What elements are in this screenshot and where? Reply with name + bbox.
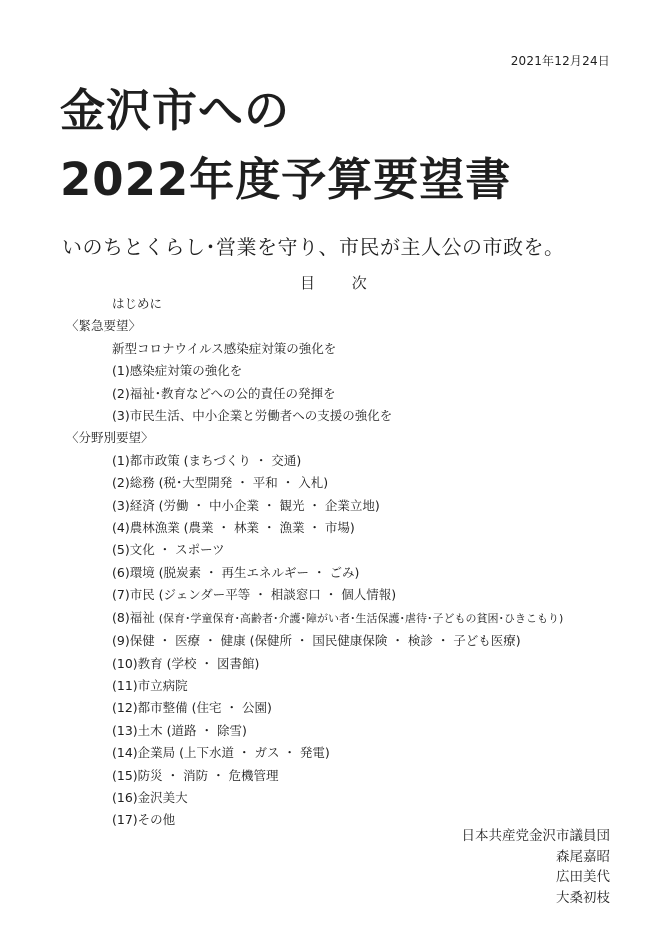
toc-item: (2)総務 (税･大型開発 ・ 平和 ・ 入札)	[112, 475, 329, 491]
author-name: 森尾嘉昭	[556, 848, 610, 865]
toc-item: (15)防災 ・ 消防 ・ 危機管理	[112, 767, 279, 783]
toc-item: (12)都市整備 (住宅 ・ 公園)	[112, 700, 272, 716]
table-of-contents	[66, 293, 626, 832]
toc-heading: 目 次	[300, 274, 369, 292]
toc-section-urgent: 〈緊急要望〉	[66, 318, 142, 334]
subtitle: いのちとくらし･営業を守り、市民が主人公の市政を。	[62, 235, 565, 259]
toc-item: (16)金沢美大	[112, 789, 188, 805]
toc-item-welfare-detail: (保育･学童保育･高齢者･介護･障がい者･生活保護･虐待･子どもの貧困･ひきこもり)	[158, 611, 564, 625]
toc-item: (1)都市政策 (まちづくり ・ 交通)	[112, 452, 302, 468]
toc-item: (3)市民生活、中小企業と労働者への支援の強化を	[112, 408, 393, 424]
toc-urgent-lead: 新型コロナウイルス感染症対策の強化を	[112, 340, 337, 356]
toc-item: (1)感染症対策の強化を	[112, 363, 243, 379]
toc-item: (9)保健 ・ 医療 ・ 健康 (保健所 ・ 国民健康保険 ・ 検診 ・ 子ども医療)	[112, 633, 521, 649]
toc-item: (3)経済 (労働 ・ 中小企業 ・ 観光 ・ 企業立地)	[112, 497, 380, 513]
toc-item: (6)環境 (脱炭素 ・ 再生エネルギー ・ ごみ)	[112, 564, 360, 580]
toc-item: (4)農林漁業 (農業 ・ 林業 ・ 漁業 ・ 市場)	[112, 520, 355, 536]
toc-item: (17)その他	[112, 812, 176, 828]
authors-block	[462, 826, 611, 908]
toc-item: (13)土木 (道路 ・ 除雪)	[112, 722, 247, 738]
title-line-1: 金沢市への	[60, 84, 291, 137]
toc-item-welfare-main: (8)福祉	[112, 609, 159, 625]
author-name: 広田美代	[556, 869, 610, 885]
toc-item: (7)市民 (ジェンダー平等 ・ 相談窓口 ・ 個人情報)	[112, 587, 397, 603]
toc-intro: はじめに	[112, 296, 163, 311]
toc-item: (10)教育 (学校 ・ 図書館)	[112, 655, 260, 671]
document-date: 2021年12月24日	[510, 54, 610, 68]
toc-item: (5)文化 ・ スポーツ	[112, 542, 225, 558]
toc-item: (2)福祉･教育などへの公的責任の発揮を	[112, 385, 336, 401]
author-organization: 日本共産党金沢市議員団	[461, 828, 610, 844]
author-name: 大桑初枝	[556, 889, 610, 906]
title-line-2: 2022年度予算要望書	[60, 153, 512, 206]
toc-item: (14)企業局 (上下水道 ・ ガス ・ 発電)	[112, 745, 330, 761]
toc-item: (11)市立病院	[112, 677, 188, 693]
toc-item-welfare	[66, 607, 626, 630]
toc-section-fields: 〈分野別要望〉	[66, 430, 154, 446]
